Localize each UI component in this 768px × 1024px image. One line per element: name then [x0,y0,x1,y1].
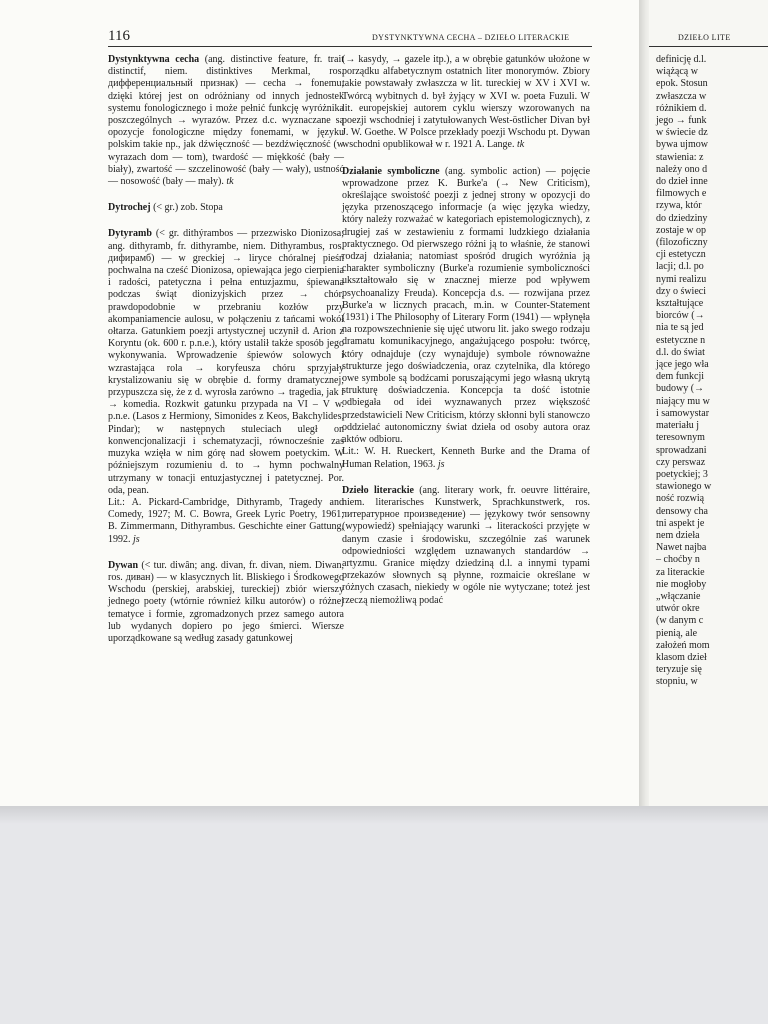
next-page [649,0,768,822]
entry-literature-text: Lit.: W. H. Rueckert, Kenneth Burke and the Drama of Human Relation, 1963. [342,446,590,470]
next-page-line: (w danym c [656,615,704,627]
dictionary-entry [342,54,590,152]
next-page-line: nem dzieła [656,529,700,541]
header-rule [108,46,592,47]
next-page-line: – choćby n [656,554,700,566]
next-page-line: biorców (→ [656,310,705,322]
dictionary-entry [342,166,590,471]
entry-paragraph [108,228,344,496]
next-page-line: klasom dzieł [656,651,707,663]
next-page-line: zostaje w op [656,224,706,236]
entry-author-signature: tk [226,176,234,188]
next-page-line: teresownym [656,432,705,444]
next-page-line: stopniu, w [656,676,698,688]
entry-text: (ang. symbolic action) — pojęcie wprowadzone przez K. Burke'a (→ New Criticism), określające swoistość poezji z jednej strony w opozycji do języka przenoszącego informacje (a więc języka wiedzy, który należy rozważać w kategoriach epistemologicznych), z drugiej zaś w zestawieniu z formami ludzkiego działania praktycznego. Od pierwszego różni ją to właśnie, że stanowi rodzaj działania; natomiast spośród drugich wyróżnia ją charakter symboliczny (Burke'a rozumienie symboliczności ukształtowało się w znacznej mierze pod wpływem psychoanalizy Freuda). Koncepcja d.s. — rozwijana przez Burke'a w licznych pracach, m.in. w Counter-Statement (1931) i The Philosophy of Literary Form (1941) — wpłynęła na rozpowszechnienie się ujęć utworu lit. jako swego rodzaju dramatu komunikacyjnego, angażującego pospołu: twórcę, który odnajduje (czy wynajduje) symbole równoważne strukturze jego doświadczenia, oraz czytelnika, dla którego owe symbole są bodźcami poruszającymi jego własną ukrytą strukturę doświadczenia. Koncepcja ta dość istotnie odbiegała od idei wyznawanych przez większość przedstawicieli New Criticism, którzy skłonni byli stanowczo oddzielać autonomiczny świat dzieła od osoby autora oraz aktów odbioru. [342,165,591,446]
entry-paragraph [342,54,590,152]
entry-paragraph [342,166,590,447]
next-page-line: zwłaszcza w [656,90,707,102]
entry-literature [108,497,344,546]
next-page-line: materiału j [656,420,700,432]
next-page-line: cji estetyczn [656,249,706,261]
left-column [108,54,344,659]
next-page-line: założeń mom [656,639,710,651]
next-page-line: budowy (→ [656,383,705,395]
next-page-line: jące jego wła [656,359,709,371]
next-page-line: stawienia: z [656,151,704,163]
next-page-line: pienią, ale [656,627,698,639]
next-page-line: do dzieł inne [656,176,708,188]
entry-text: (< tur. diwân; ang. divan, fr. divan, niem. Diwan, ros. диван) — w klasycznych lit. Bliskiego i Środkowego Wschodu (perskiej, arabskiej, tureckiej) zbiór wierszy jednego poety (wtórnie również kilku autorów) o różnej tematyce i formie, zgromadzonych przez samego autora lub wydanych dopiero po jego śmierci. Wiersze uporządkowane są według zasady gatunkowej [108,559,344,644]
next-page-line: do dziedziny [656,212,708,224]
entry-headword: Dytyramb [108,228,152,240]
next-page-line: kształtujące [656,298,704,310]
next-page-line: „włączanie [656,590,701,602]
dictionary-entry [108,202,344,214]
page-number: 116 [108,28,130,44]
next-page-line: dzy o świeci [656,285,706,297]
entry-paragraph [108,54,344,188]
next-page-line: estetyczne n [656,334,706,346]
next-page-line: rzywa, któr [656,200,702,212]
entry-text: (< gr. dithýrambos — przezwisko Dionizosa; ang. dithyramb, fr. dithyrambe, niem. Dithyrambus, ros. дифирамб) — w greckiej → liryce chóralnej pieśń pochwalna na cześć Dionizosa, opiewająca jego cierpienia i radości, patetyczna i pełna entuzjazmu, śpiewana podczas świąt dionizyjskich przez → chór, prawdopodobnie w przebraniu kozłów przy akompaniamencie aulosu, w połączeniu z tańcami wokół ołtarza. Gatunkiem poezji artystycznej uczynił d. Arion z Koryntu (ok. 600 r. p.n.e.), który ustalił także sposób jego wykonywania. Wprowadzenie śpiewów solowych i wzrastająca rola → koryfeusza chóru sprzyjały krystalizowaniu się w obrębie d. formy dramatycznej; przypuszcza się, że z d. wyrosła zarówno → tragedia, jak i → komedia. Rozkwit gatunku przypada na VI – V w. p.n.e. (Lasos z Hermiony, Simonides z Keos, Bakchylides, Pindar); w następnych stuleciach uległ on konwencjonalizacji i schematyzacji, równocześnie zaś muzyka wzięła w nim górę nad słowem poetyckim. W późniejszym rozumieniu d. to → hymn pochwalny utrzymany w tonacji entuzjastycznej i patetycznej. Por. oda, pean. [108,228,344,496]
next-page-line: tni aspekt je [656,517,705,529]
next-page-line: niający mu w [656,395,710,407]
next-page-line: wiążącą w [656,66,698,78]
entry-headword: Dystynktywna cecha [108,54,200,65]
entry-author-signature: tk [516,139,525,151]
next-page-line: d.l. do świat [656,346,705,358]
dictionary-entry [108,54,344,188]
entry-author-signature: js [133,533,140,545]
next-page-line: nie mogłoby [656,578,707,590]
next-page-line: sprowadzani [656,444,707,456]
next-page-column [656,54,768,689]
entry-text: (ang. literary work, fr. oeuvre littéraire, niem. literarisches Kunstwerk, Sprachkunstwerk, ros. литературное произведение) — językowy twór sensowny (wypowiedź) spełniający warunki → literackości przyjęte w danym czasie i środowisku, szczególnie zaś warunek odpowiedniości względem uznawanych standardów → artyzmu. Granice między dziedziną d.l. a innymi typami przekazów słownych są płynne, rozmaicie określane w różnych czasach, niekiedy w ogóle nie wytyczane; toteż jest rzeczą niemożliwą podać [342,484,591,606]
next-page-line: w świecie dz [656,127,708,139]
next-page-line: teryzuje się [656,664,702,676]
next-page-line: dem funkcji [656,371,705,383]
next-page-line: filmowych e [656,188,707,200]
entry-paragraph [108,560,344,645]
entry-headword: Działanie symboliczne [342,165,440,177]
next-page-line: należy ono d [656,163,708,175]
entry-headword: Dywan [108,559,139,571]
entry-text: (< gr.) zob. Stopa [153,202,223,214]
entry-text: (ang. distinctive feature, fr. trait distinctif, niem. distinktives Merkmal, ros. дифференциальный признак) — cecha → fonemu, dzięki której jest on odróżniany od innych jednostek systemu fonologicznego i może pełnić funkcję wyróżnika poszczególnych → wyrazów. Przez d.c. wyznaczane są opozycje fonologiczne między fonemami, w języku polskim takie np., jak dźwięczność — bezdźwięczność (w wyrazach dom — tom), twardość — miękkość (bały — biały), zwartość — szczelinowość (bały — wały), ustność — nosowość (bały — mały). [108,54,344,188]
entry-text: (→ kasydy, → gazele itp.), a w obrębie gatunków ułożone w porządku alfabetycznym ostatnich liter monorymów. Zbiory takie powstawały zwłaszcza w lit. tureckiej w XV i XVI w. Twórcą wybitnych d. był żyjący w XVI w. poeta Fuzuli. W lit. europejskiej autorem cyklu wierszy wzorowanych na poezji wschodniej i zatytułowanych West-östlicher Divan był J. W. Goethe. W Polsce przekłady poezji Wschodu pt. Dywan wschodni opublikował w r. 1921 A. Lange. [342,54,590,151]
entry-literature [342,446,590,470]
next-page-line: nia te są jed [656,322,704,334]
entry-headword: Dytrochej [108,202,151,214]
right-column [342,54,590,621]
entry-headword: Dzieło literackie [342,484,414,496]
next-page-line: (filozoficzny [656,237,708,249]
next-page-line: jego → funk [656,115,707,127]
next-page-header-rule [649,46,768,47]
next-page-line: Nawet najba [656,542,707,554]
entry-paragraph [342,485,590,607]
next-page-line: poetyckiej; 3 [656,468,708,480]
next-page-line: czy perswaz [656,456,706,468]
entry-author-signature: js [437,458,445,470]
dictionary-entry [108,560,344,645]
next-page-running-head: DZIEŁO LITE [678,33,731,42]
next-page-line: lacji; d.l. po [656,261,704,273]
next-page-line: definicję d.l. [656,54,707,65]
next-page-line: epok. Stosun [656,78,708,90]
next-page-line: za literackie [656,566,705,578]
next-page-line: i samowystar [656,407,710,419]
entry-paragraph [108,202,344,214]
next-page-line: densowy cha [656,505,708,517]
dictionary-entry [108,228,344,545]
next-page-line: utwór okre [656,603,700,615]
dictionary-entry [342,485,590,607]
next-page-line: bywa ujmow [656,139,708,151]
running-head: DYSTYNKTYWNA CECHA – DZIEŁO LITERACKIE [372,33,570,42]
scanner-background [0,806,768,1024]
next-page-line: nymi realizu [656,273,707,285]
next-page-line: ność rozwią [656,493,705,505]
entry-literature-text: Lit.: A. Pickard-Cambridge, Dithyramb, Tragedy and Comedy, 1927; M. C. Bowra, Greek Lyric Poetry, 1961; B. Zimmermann, Dithyrambus. Geschichte einer Gattung, 1992. [108,496,344,545]
next-page-line: stawionego w [656,481,712,493]
next-page-line: różnikiem d. [656,102,707,114]
